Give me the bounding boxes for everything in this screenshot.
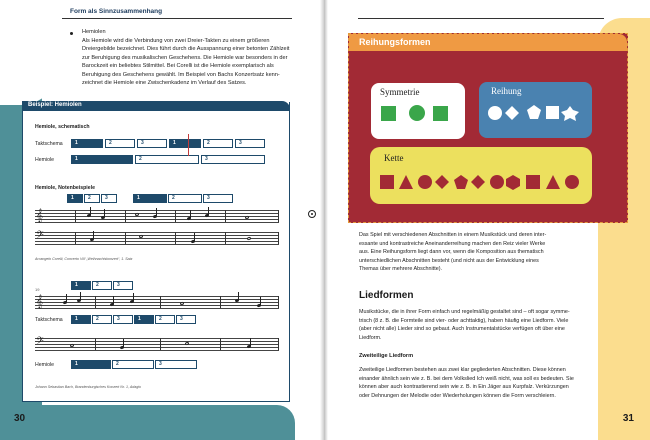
chain-shapes [370,147,592,204]
symmetry-label: Symmetrie [380,87,420,97]
beat-cell: 2 [155,315,175,324]
white-pentagon-icon [527,105,541,119]
beat-cell: 2 [135,155,199,164]
red-circle-icon [418,175,432,189]
beat-cell: 1 [71,281,91,290]
white-circle-icon [488,106,502,120]
head-rule [62,18,292,19]
feature-title: Reihungsformen [359,37,431,47]
symmetry-shapes [371,83,465,139]
bass-clef-icon: 𝄢 [36,229,44,243]
chain-label: Kette [384,153,404,163]
beat-cell: 3 [176,315,196,324]
beat-cell: 2 [203,139,233,148]
beat-cell: 2 [92,315,112,324]
treble-clef-icon: 𝄞 [36,294,44,308]
head-rule [358,18,604,19]
beat-cell: 3 [201,155,265,164]
red-pentagon-icon [454,175,468,189]
feature-header [349,34,627,51]
beat-cell: 3 [203,194,233,203]
sequence-shapes [479,82,592,138]
beat-cell: 1 [71,155,133,164]
red-square-icon [526,175,540,189]
beat-cell: 3 [113,281,133,290]
red-diamond-icon [435,175,449,189]
beat-cell: 2 [105,139,135,148]
hemiole-row [71,155,281,164]
zweiteilig-paragraph [359,366,607,400]
text-line: einander ähnlich sein wie z. B. bei dem Volkslied Ich weiß nicht, was soll es bedeuten. Sie [359,375,574,382]
beat-cell: 3 [155,360,197,369]
bullet-icon [70,32,73,35]
bach-treble-staff [35,296,279,310]
text-line: Musikstücke, die in ihrer Form einfach und regelmäßig gestaltet sind – oft sogar symme- [359,309,570,315]
row-label-taktschema-bach: Taktschema [35,317,63,323]
sequence-panel [479,82,592,138]
white-square-icon [546,106,559,119]
schematic-title: Hemiole, schematisch [35,124,90,130]
corelli-bass-staff [35,229,279,246]
red-square-icon [380,175,394,189]
symmetry-panel [371,83,465,139]
green-circle-icon [409,105,425,121]
text-line: aus. Eine Reihungsform liegt dann vor, wenn die Komposition aus thematisch [359,249,544,256]
text-line: zur Beruhigung des musikalischen Geschehens. Die Hemiole war besonders in der [82,54,288,61]
text-line: oder Dehnungen der Melodie oder Wiederholungen können die Form verschleiern. [359,392,556,399]
bass-clef-icon: 𝄢 [36,335,44,349]
bach-hemiole-bar [71,281,271,290]
notation-title: Hemiole, Notenbeispiele [35,185,95,191]
red-diamond-icon [471,175,485,189]
text-line: Dreiergebilde bezeichnet. Dies führt durch die Ausspannung einer betonten Zählzeit [82,46,290,53]
text-line: Das Spiel mit verschiedenen Abschnitten in einem Musikstück und deren inter- [359,232,547,238]
right-page-number: 31 [622,413,634,424]
example-box [22,102,290,402]
white-star-icon [561,106,579,121]
left-page [0,0,322,440]
text-line: Themas über mehrere Abschnitte). [359,266,442,273]
hemiole-divider-line [188,134,189,156]
example-header [22,101,290,111]
taktschema-row [71,139,281,148]
beat-cell: 3 [101,194,117,203]
beat-cell: 2 [168,194,202,203]
beat-cell: 1 [169,139,201,148]
beat-cell: 1 [134,315,154,324]
text-line: Als Hemiole wird die Verbindung von zwei Dreier-Takten zu einem größeren [82,38,270,44]
text-line: unterschiedlichen Abschnitten besteht (und nicht aus der Entwicklung eines [359,257,539,264]
text-line: Barockzeit ein beliebtes Stilmittel. Bei Corelli ist die Hemiole exemplarisch als [82,63,274,70]
left-page-number: 30 [14,413,26,424]
bach-bass-staff [35,335,279,352]
beat-cell: 2 [92,281,112,290]
row-label-hemiole: Hemiole [35,157,55,163]
treble-clef-icon: 𝄞 [36,208,44,222]
measure-number: 19 [35,287,40,292]
intro-paragraph [359,231,607,274]
beat-cell: 1 [71,315,91,324]
beat-cell: 1 [133,194,167,203]
subheading-zweiteilig: Zweiteilige Liedform [359,353,414,359]
beat-cell: 1 [71,360,111,369]
green-square-icon [381,106,396,121]
caption-bach: Johann Sebastian Bach, Brandenburgisches Konzert Nr. 1, Adagio [35,385,142,389]
row-label-taktschema: Taktschema [35,141,63,147]
beat-cell: 2 [84,194,100,203]
right-page [328,0,650,440]
left-band-cutout [0,0,60,105]
text-line: essante und kontrastreiche Aneinanderreihung machen den Reiz vieler Werke [359,240,546,247]
bach-hemiole-row [71,360,271,369]
text-line: zeichnet die Hemiole eine Zwischenkadenz im Verlauf des Satzes. [82,80,247,87]
text-line: (aber nicht alle) Lieder sind so gebaut. Auch Instrumentalstücke verfügen oft über eine [359,326,565,333]
example-title: Beispiel: Hemiolen [28,102,82,108]
red-triangle-icon [546,175,560,189]
text-line: trisch (8 z. B. die Formteile sind vier- oder achttaktig), haben häufig eine Liedform. Viele [359,317,569,324]
bullet-text [82,37,290,87]
text-line: Liedform. [359,334,382,341]
liedformen-paragraph [359,308,607,342]
beat-cell: 3 [113,315,133,324]
beat-cell: 3 [137,139,167,148]
chain-panel [370,147,592,204]
caption-corelli: Arcangelo Corelli, Concerto VIII „Weihnachtskonzert“, 1. Satz [35,257,133,261]
text-line: Beruhigung des Geschehens gewählt. Im Beispiel von Bachs Konzertsatz kenn- [82,71,280,78]
beat-cell: 3 [235,139,265,148]
beat-cell: 1 [71,139,103,148]
beat-cell: 1 [67,194,83,203]
bach-taktschema-row [71,315,271,324]
red-circle-icon [490,175,504,189]
text-line: können aber auch kontrastierend sein wie z. B. in Ein Jäger aus Kurpfalz. Verkürzungen [359,384,569,391]
section-heading-liedformen: Liedformen [359,290,414,301]
corelli-hemiole-bar [67,194,267,203]
row-label-hemiole-bach: Hemiole [35,362,55,368]
left-footer-band [0,405,295,440]
bullet-title: Hemiolen [82,29,106,35]
text-line: Zweiteilige Liedformen bestehen aus zwei klar gegliederten Abschnitten. Diese können [359,367,566,373]
red-hexagon-icon [506,175,520,190]
beat-cell: 2 [112,360,154,369]
registration-mark-icon [308,210,316,218]
running-head: Form als Sinnzusammenhang [70,8,163,15]
sequence-label: Reihung [491,86,522,96]
red-circle-icon [565,175,579,189]
white-diamond-icon [505,106,519,120]
corelli-treble-staff [35,210,279,224]
red-triangle-icon [399,175,413,189]
green-square-icon [433,106,448,121]
